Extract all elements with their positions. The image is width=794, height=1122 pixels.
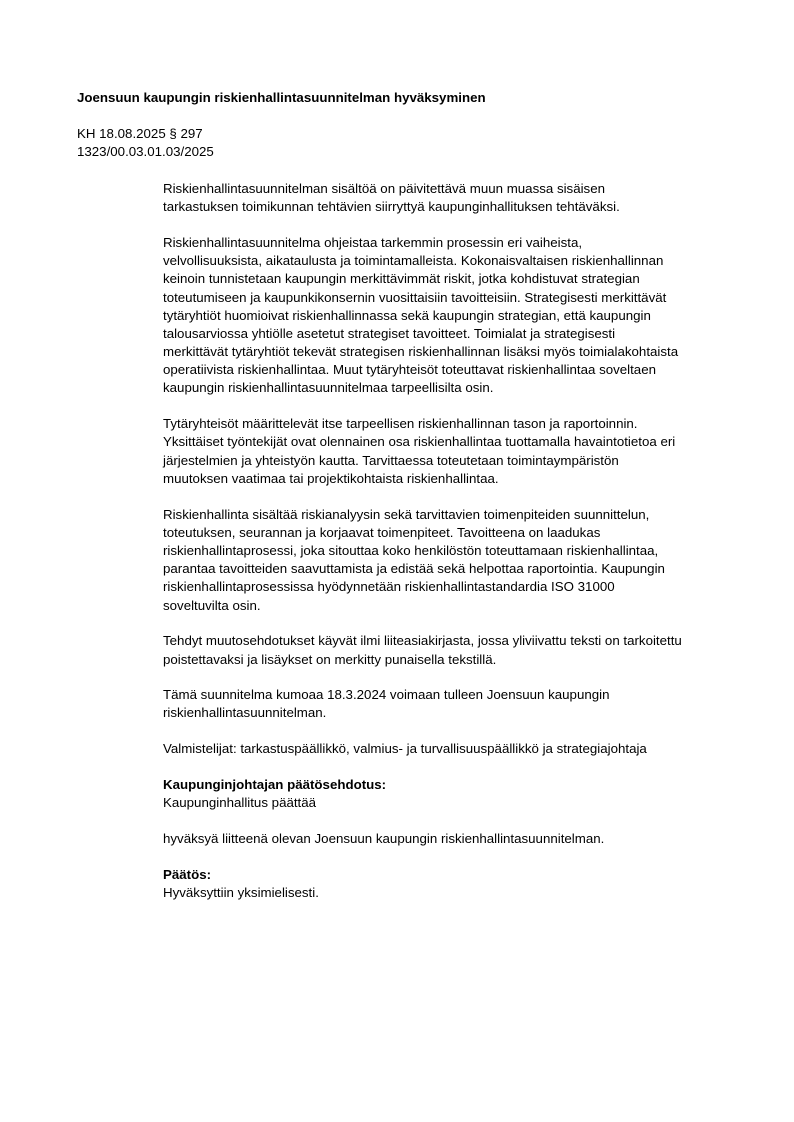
text-line: järjestelmien ja yhteistyön kautta. Tarvittaessa toteutetaan toimintaympäristön [163, 452, 619, 468]
text-line: poistettavaksi ja lisäykset on merkitty punaisella tekstillä. [163, 651, 497, 667]
document-title: Joensuun kaupungin riskienhallintasuunnitelman hyväksyminen [77, 90, 486, 105]
text-line: operatiivista riskienhallintaa. Muut tytäryhteisöt toteuttavat riskienhallintaa soveltaen [163, 362, 656, 378]
text-line: tarkastuksen toimikunnan tehtävien siirryttyä kaupunginhallituksen tehtäväksi. [163, 199, 620, 215]
paragraph-change-proposals [163, 632, 753, 668]
text-line: Valmistelijat: tarkastuspäällikkö, valmius- ja turvallisuuspäällikkö ja strategiajohtaja [163, 741, 647, 757]
proposal-heading: Kaupunginjohtajan päätösehdotus: [163, 777, 387, 793]
text-line: Tytäryhteisöt määrittelevät itse tarpeellisen riskienhallinnan tason ja raportoinnin. [163, 416, 638, 432]
text-line: talousarviossa yhtiölle asetetut strategiset tavoitteet. Toimialat ja strategisesti [163, 325, 616, 341]
text-line: riskienhallintaprosessissa hyödynnetään riskienhallintastandardia ISO 31000 [163, 579, 615, 595]
text-line: toteutuksen, seurannan ja korjaavat toimenpiteet. Tavoitteena on laadukas [163, 524, 601, 540]
text-line: Riskienhallintasuunnitelma ohjeistaa tarkemmin prosessin eri vaiheista, [163, 234, 583, 250]
text-line: toteutumiseen ja kaupunkikonsernin vuosittaisiin tavoitteisiin. Strategisesti merkittävät [163, 289, 667, 305]
text-line: tytäryhtiöt huomioivat riskienhallinnassa sekä kaupungin strategian, että kaupungin [163, 307, 651, 323]
proposal-intro: Kaupunginhallitus päättää [163, 795, 317, 811]
paragraph-risk-management-content [163, 506, 753, 615]
text-line: riskienhallintaprosessi, joka sitouttaa koko henkilöstön toteuttamaan riskienhallintaa, [163, 542, 659, 558]
proposal-section [163, 776, 753, 812]
text-line: keinoin tunnistetaan kaupungin merkittävimmät riskit, jotka kohdistuvat strategian [163, 271, 640, 287]
text-line: merkittävät tytäryhtiöt tekevät strategisen riskienhallinnan lisäksi myös toimialakohtaista [163, 344, 679, 360]
proposal-text: hyväksyä liitteenä olevan Joensuun kaupungin riskienhallintasuunnitelman. [163, 831, 605, 846]
text-line: Riskienhallintasuunnitelman sisältöä on päivitettävä muun muassa sisäisen [163, 181, 605, 196]
decision-text: Hyväksyttiin yksimielisesti. [163, 884, 319, 900]
text-line: kaupungin riskienhallintasuunnitelmaa tarpeellisilta osin. [163, 380, 494, 396]
document-meta [77, 125, 214, 161]
text-line: Riskienhallinta sisältää riskianalyysin sekä tarvittavien toimenpiteiden suunnittelun, [163, 506, 650, 522]
paragraph-background [163, 180, 753, 216]
text-line: Yksittäiset työntekijät ovat olennainen osa riskienhallintaa tuottamalla havaintotietoa eri [163, 434, 676, 450]
session-reference: KH 18.08.2025 § 297 [77, 126, 203, 141]
paragraph-plan-description [163, 234, 753, 398]
text-line: parantaa tavoitteiden saavuttamista ja edistää sekä helpottaa raportointia. Kaupungin [163, 561, 665, 577]
text-line: soveltuvilta osin. [163, 597, 261, 613]
paragraph-preparers [163, 740, 753, 758]
record-number: 1323/00.03.01.03/2025 [77, 144, 214, 159]
text-line: riskienhallintasuunnitelman. [163, 705, 327, 721]
text-line: Tehdyt muutosehdotukset käyvät ilmi liiteasiakirjasta, jossa yliviivattu teksti on tarkoitettu [163, 633, 682, 649]
decision-section [163, 866, 753, 902]
document-body [163, 180, 753, 920]
text-line: Tämä suunnitelma kumoaa 18.3.2024 voimaan tulleen Joensuun kaupungin [163, 687, 610, 703]
paragraph-subsidiaries [163, 415, 753, 488]
text-line: velvollisuuksista, aikataulusta ja toimintamalleista. Kokonaisvaltaisen riskienhallinnan [163, 253, 664, 269]
decision-heading: Päätös: [163, 866, 212, 882]
proposal-text-paragraph [163, 830, 753, 848]
text-line: muutoksen vaatimaa tai projektikohtaista riskienhallintaa. [163, 470, 499, 486]
paragraph-repeal [163, 686, 753, 722]
